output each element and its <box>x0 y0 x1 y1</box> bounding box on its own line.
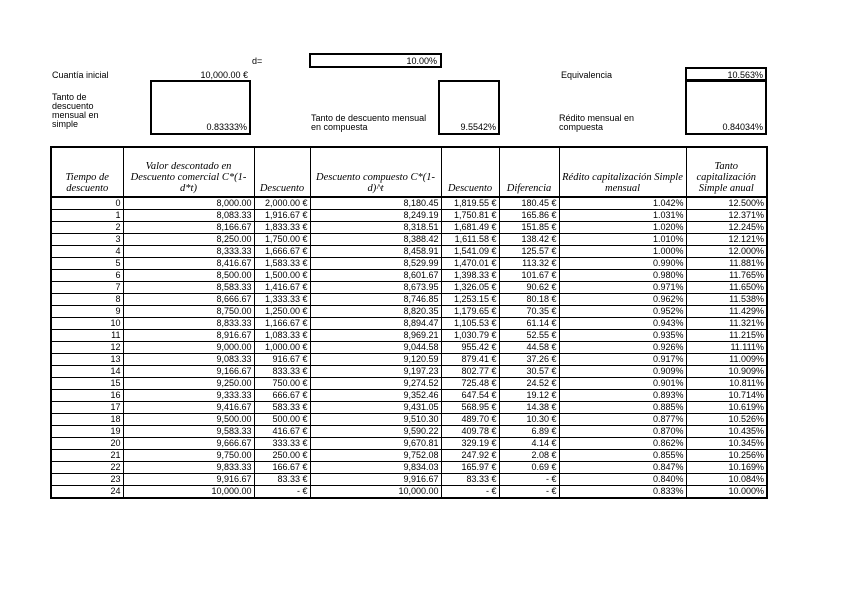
cell-diferencia[interactable]: 138.42 € <box>499 234 559 246</box>
table-row <box>51 210 767 222</box>
cell-valor-comercial[interactable]: 8,750.00 <box>123 306 254 318</box>
cell-valor-compuesto[interactable]: 8,894.47 <box>310 318 441 330</box>
cell-valor-compuesto[interactable]: 9,431.05 <box>310 402 441 414</box>
cell-valor-compuesto[interactable]: 8,529.99 <box>310 258 441 270</box>
cell-descuento-compuesto[interactable]: 1,179.65 € <box>441 306 499 318</box>
header-tanto-anual: Tanto capitalización Simple anual <box>686 147 767 197</box>
cell-descuento-comercial[interactable]: 833.33 € <box>254 366 310 378</box>
cell-valor-comercial[interactable]: 8,583.33 <box>123 282 254 294</box>
cell-tiempo[interactable]: 18 <box>51 414 123 426</box>
cell-valor-comercial[interactable]: 8,666.67 <box>123 294 254 306</box>
cell-descuento-comercial[interactable]: 750.00 € <box>254 378 310 390</box>
cell-diferencia[interactable]: 44.58 € <box>499 342 559 354</box>
d-label: d= <box>252 56 263 66</box>
cell-tiempo[interactable]: 6 <box>51 270 123 282</box>
header-descuento-compuesto: Descuento compuesto C*(1-d)^t <box>310 147 441 197</box>
header-valor-comercial: Valor descontado en Descuento comercial C*(1-d*t) <box>123 147 254 197</box>
table-header-row <box>51 147 767 197</box>
cell-tanto-anual[interactable]: 10.084% <box>686 474 767 486</box>
cell-descuento-compuesto[interactable]: 725.48 € <box>441 378 499 390</box>
cell-descuento-compuesto[interactable]: 165.97 € <box>441 462 499 474</box>
cell-valor-compuesto[interactable]: 9,834.03 <box>310 462 441 474</box>
header-redito-mensual: Rédito capitalización Simple mensual <box>559 147 686 197</box>
table-row <box>51 270 767 282</box>
cell-valor-comercial[interactable]: 8,416.67 <box>123 258 254 270</box>
cell-redito-mensual[interactable]: 0.909% <box>559 366 686 378</box>
cell-tiempo[interactable]: 24 <box>51 486 123 499</box>
table-row <box>51 258 767 270</box>
cell-tanto-anual[interactable]: 10.619% <box>686 402 767 414</box>
redito-value: 0.84034% <box>722 122 763 132</box>
table-row <box>51 474 767 486</box>
cell-descuento-comercial[interactable]: 1,083.33 € <box>254 330 310 342</box>
cell-diferencia[interactable]: 90.62 € <box>499 282 559 294</box>
cell-tiempo[interactable]: 2 <box>51 222 123 234</box>
equivalencia-label: Equivalencia <box>561 70 613 80</box>
cell-descuento-comercial[interactable]: 1,333.33 € <box>254 294 310 306</box>
cell-tanto-anual[interactable]: 12.121% <box>686 234 767 246</box>
cell-valor-compuesto[interactable]: 9,510.30 <box>310 414 441 426</box>
table-row <box>51 306 767 318</box>
cell-valor-compuesto[interactable]: 9,916.67 <box>310 474 441 486</box>
cell-valor-comercial[interactable]: 9,916.67 <box>123 474 254 486</box>
cell-descuento-compuesto[interactable]: 1,681.49 € <box>441 222 499 234</box>
cell-tiempo[interactable]: 22 <box>51 462 123 474</box>
cell-descuento-comercial[interactable]: 500.00 € <box>254 414 310 426</box>
table-row <box>51 378 767 390</box>
cell-descuento-comercial[interactable]: 83.33 € <box>254 474 310 486</box>
cell-tiempo[interactable]: 4 <box>51 246 123 258</box>
cell-valor-compuesto[interactable]: 8,820.35 <box>310 306 441 318</box>
cell-tanto-anual[interactable]: 12.245% <box>686 222 767 234</box>
equivalencia-value: 10.563% <box>727 70 763 80</box>
cell-descuento-comercial[interactable]: 666.67 € <box>254 390 310 402</box>
cell-redito-mensual[interactable]: 1.031% <box>559 210 686 222</box>
cell-redito-mensual[interactable]: 1.020% <box>559 222 686 234</box>
cell-diferencia[interactable]: 101.67 € <box>499 270 559 282</box>
cell-diferencia[interactable]: 61.14 € <box>499 318 559 330</box>
cell-descuento-comercial[interactable]: 333.33 € <box>254 438 310 450</box>
header-descuento: Descuento <box>441 147 499 197</box>
cell-tanto-anual[interactable]: 11.215% <box>686 330 767 342</box>
cell-tiempo[interactable]: 10 <box>51 318 123 330</box>
cell-descuento-compuesto[interactable]: 955.42 € <box>441 342 499 354</box>
cell-redito-mensual[interactable]: 0.870% <box>559 426 686 438</box>
cell-tanto-anual[interactable]: 10.435% <box>686 426 767 438</box>
cell-valor-compuesto[interactable]: 8,180.45 <box>310 197 441 210</box>
table-row <box>51 426 767 438</box>
cell-valor-comercial[interactable]: 9,666.67 <box>123 438 254 450</box>
cell-tiempo[interactable]: 16 <box>51 390 123 402</box>
table-row <box>51 318 767 330</box>
compuesta-value: 9.5542% <box>460 122 496 132</box>
table-row <box>51 486 767 499</box>
cell-descuento-compuesto[interactable]: 1,470.01 € <box>441 258 499 270</box>
simple-value: 0.83333% <box>206 122 247 132</box>
cell-valor-comercial[interactable]: 9,000.00 <box>123 342 254 354</box>
cell-tanto-anual[interactable]: 12.000% <box>686 246 767 258</box>
cell-diferencia[interactable]: 10.30 € <box>499 414 559 426</box>
cell-descuento-compuesto[interactable]: 489.70 € <box>441 414 499 426</box>
cell-redito-mensual[interactable]: 0.877% <box>559 414 686 426</box>
cell-valor-comercial[interactable]: 8,916.67 <box>123 330 254 342</box>
cell-valor-comercial[interactable]: 9,500.00 <box>123 414 254 426</box>
cell-valor-compuesto[interactable]: 8,249.19 <box>310 210 441 222</box>
cell-tanto-anual[interactable]: 10.811% <box>686 378 767 390</box>
cell-valor-comercial[interactable]: 8,500.00 <box>123 270 254 282</box>
cell-descuento-comercial[interactable]: 250.00 € <box>254 450 310 462</box>
cell-diferencia[interactable]: 80.18 € <box>499 294 559 306</box>
cell-diferencia[interactable]: 24.52 € <box>499 378 559 390</box>
cell-descuento-compuesto[interactable]: 568.95 € <box>441 402 499 414</box>
compuesta-label: Tanto de descuento mensual en compuesta <box>311 113 427 132</box>
simple-label: Tanto de descuento mensual en simple <box>52 92 99 129</box>
cell-redito-mensual[interactable]: 1.042% <box>559 197 686 210</box>
cell-descuento-compuesto[interactable]: 1,398.33 € <box>441 270 499 282</box>
cell-diferencia[interactable]: 113.32 € <box>499 258 559 270</box>
cell-valor-compuesto[interactable]: 9,670.81 <box>310 438 441 450</box>
cell-tanto-anual[interactable]: 11.765% <box>686 270 767 282</box>
simple-cell[interactable] <box>150 80 251 135</box>
cell-redito-mensual[interactable]: 0.971% <box>559 282 686 294</box>
cell-valor-comercial[interactable]: 9,083.33 <box>123 354 254 366</box>
cell-redito-mensual[interactable]: 0.847% <box>559 462 686 474</box>
cell-redito-mensual[interactable]: 0.901% <box>559 378 686 390</box>
cell-diferencia[interactable]: 180.45 € <box>499 197 559 210</box>
table-row <box>51 354 767 366</box>
cell-diferencia[interactable]: 125.57 € <box>499 246 559 258</box>
cell-valor-compuesto[interactable]: 8,318.51 <box>310 222 441 234</box>
cell-diferencia[interactable]: - € <box>499 474 559 486</box>
cell-diferencia[interactable]: 6.89 € <box>499 426 559 438</box>
cell-diferencia[interactable]: 52.55 € <box>499 330 559 342</box>
table-row <box>51 366 767 378</box>
cell-descuento-compuesto[interactable]: 879.41 € <box>441 354 499 366</box>
cell-redito-mensual[interactable]: 0.926% <box>559 342 686 354</box>
cell-valor-compuesto[interactable]: 8,458.91 <box>310 246 441 258</box>
cell-descuento-compuesto[interactable]: 329.19 € <box>441 438 499 450</box>
cell-tanto-anual[interactable]: 10.345% <box>686 438 767 450</box>
cell-tiempo[interactable]: 1 <box>51 210 123 222</box>
cell-descuento-comercial[interactable]: 1,000.00 € <box>254 342 310 354</box>
cell-valor-compuesto[interactable]: 9,120.59 <box>310 354 441 366</box>
cell-descuento-compuesto[interactable]: 1,611.58 € <box>441 234 499 246</box>
table-row <box>51 342 767 354</box>
cell-descuento-compuesto[interactable]: 409.78 € <box>441 426 499 438</box>
cell-diferencia[interactable]: 70.35 € <box>499 306 559 318</box>
cell-tiempo[interactable]: 0 <box>51 197 123 210</box>
cell-redito-mensual[interactable]: 0.990% <box>559 258 686 270</box>
cell-descuento-comercial[interactable]: 1,833.33 € <box>254 222 310 234</box>
cell-diferencia[interactable]: 19.12 € <box>499 390 559 402</box>
table-row <box>51 450 767 462</box>
cell-tiempo[interactable]: 19 <box>51 426 123 438</box>
cell-valor-compuesto[interactable]: 9,044.58 <box>310 342 441 354</box>
cell-tanto-anual[interactable]: 11.538% <box>686 294 767 306</box>
table-row <box>51 462 767 474</box>
compuesta-cell[interactable] <box>438 80 500 135</box>
cell-tanto-anual[interactable]: 10.526% <box>686 414 767 426</box>
cell-redito-mensual[interactable]: 0.855% <box>559 450 686 462</box>
cell-valor-comercial[interactable]: 9,250.00 <box>123 378 254 390</box>
cell-valor-compuesto[interactable]: 9,590.22 <box>310 426 441 438</box>
cell-redito-mensual[interactable]: 0.862% <box>559 438 686 450</box>
cell-redito-mensual[interactable]: 0.840% <box>559 474 686 486</box>
cell-valor-comercial[interactable]: 10,000.00 <box>123 486 254 499</box>
cell-tanto-anual[interactable]: 11.429% <box>686 306 767 318</box>
discount-table <box>50 146 768 499</box>
table-row <box>51 234 767 246</box>
cell-tiempo[interactable]: 9 <box>51 306 123 318</box>
cell-descuento-comercial[interactable]: 1,166.67 € <box>254 318 310 330</box>
cell-tiempo[interactable]: 20 <box>51 438 123 450</box>
table-row <box>51 414 767 426</box>
table-row <box>51 294 767 306</box>
cell-redito-mensual[interactable]: 0.980% <box>559 270 686 282</box>
cell-tanto-anual[interactable]: 12.500% <box>686 197 767 210</box>
cell-tanto-anual[interactable]: 10.000% <box>686 486 767 499</box>
cell-descuento-compuesto[interactable]: 83.33 € <box>441 474 499 486</box>
table-row <box>51 197 767 210</box>
cell-redito-mensual[interactable]: 0.917% <box>559 354 686 366</box>
capital-label: Cuantía inicial <box>52 70 109 80</box>
cell-valor-comercial[interactable]: 9,166.67 <box>123 366 254 378</box>
cell-valor-compuesto[interactable]: 10,000.00 <box>310 486 441 499</box>
cell-tiempo[interactable]: 3 <box>51 234 123 246</box>
cell-redito-mensual[interactable]: 0.885% <box>559 402 686 414</box>
cell-valor-compuesto[interactable]: 9,752.08 <box>310 450 441 462</box>
cell-tiempo[interactable]: 17 <box>51 402 123 414</box>
cell-tiempo[interactable]: 14 <box>51 366 123 378</box>
cell-diferencia[interactable]: 165.86 € <box>499 210 559 222</box>
cell-redito-mensual[interactable]: 0.893% <box>559 390 686 402</box>
cell-descuento-comercial[interactable]: 416.67 € <box>254 426 310 438</box>
cell-descuento-compuesto[interactable]: 1,326.05 € <box>441 282 499 294</box>
cell-tiempo[interactable]: 7 <box>51 282 123 294</box>
header-tiempo: Tiempo de descuento <box>51 147 123 197</box>
cell-tiempo[interactable]: 12 <box>51 342 123 354</box>
cell-valor-comercial[interactable]: 8,000.00 <box>123 197 254 210</box>
cell-diferencia[interactable]: 151.85 € <box>499 222 559 234</box>
cell-descuento-compuesto[interactable]: 1,819.55 € <box>441 197 499 210</box>
cell-descuento-comercial[interactable]: 1,500.00 € <box>254 270 310 282</box>
cell-descuento-comercial[interactable]: - € <box>254 486 310 499</box>
cell-valor-comercial[interactable]: 8,166.67 <box>123 222 254 234</box>
cell-diferencia[interactable]: 14.38 € <box>499 402 559 414</box>
cell-diferencia[interactable]: 4.14 € <box>499 438 559 450</box>
cell-valor-compuesto[interactable]: 8,969.21 <box>310 330 441 342</box>
cell-valor-comercial[interactable]: 8,083.33 <box>123 210 254 222</box>
cell-redito-mensual[interactable]: 0.943% <box>559 318 686 330</box>
cell-diferencia[interactable]: 37.26 € <box>499 354 559 366</box>
cell-tanto-anual[interactable]: 11.009% <box>686 354 767 366</box>
cell-valor-compuesto[interactable]: 8,673.95 <box>310 282 441 294</box>
cell-descuento-comercial[interactable]: 1,583.33 € <box>254 258 310 270</box>
cell-valor-comercial[interactable]: 9,833.33 <box>123 462 254 474</box>
cell-descuento-comercial[interactable]: 1,916.67 € <box>254 210 310 222</box>
cell-tiempo[interactable]: 5 <box>51 258 123 270</box>
cell-tanto-anual[interactable]: 10.714% <box>686 390 767 402</box>
redito-cell[interactable] <box>685 80 767 135</box>
cell-valor-compuesto[interactable]: 8,388.42 <box>310 234 441 246</box>
cell-descuento-comercial[interactable]: 1,416.67 € <box>254 282 310 294</box>
table-row <box>51 246 767 258</box>
d-value-cell[interactable] <box>309 53 442 68</box>
cell-valor-comercial[interactable]: 9,583.33 <box>123 426 254 438</box>
cell-descuento-comercial[interactable]: 916.67 € <box>254 354 310 366</box>
cell-tiempo[interactable]: 13 <box>51 354 123 366</box>
equivalencia-cell[interactable] <box>685 67 767 81</box>
cell-redito-mensual[interactable]: 0.952% <box>559 306 686 318</box>
cell-valor-compuesto[interactable]: 8,746.85 <box>310 294 441 306</box>
cell-diferencia[interactable]: 0.69 € <box>499 462 559 474</box>
cell-descuento-compuesto[interactable]: 1,541.09 € <box>441 246 499 258</box>
cell-valor-compuesto[interactable]: 9,352.46 <box>310 390 441 402</box>
table-row <box>51 390 767 402</box>
cell-valor-comercial[interactable]: 8,833.33 <box>123 318 254 330</box>
header-diferencia: Diferencia <box>499 147 559 197</box>
cell-tanto-anual[interactable]: 11.111% <box>686 342 767 354</box>
cell-descuento-comercial[interactable]: 1,250.00 € <box>254 306 310 318</box>
table-row <box>51 438 767 450</box>
table-row <box>51 222 767 234</box>
cell-diferencia[interactable]: 2.08 € <box>499 450 559 462</box>
cell-descuento-comercial[interactable]: 166.67 € <box>254 462 310 474</box>
cell-tanto-anual[interactable]: 11.321% <box>686 318 767 330</box>
cell-valor-comercial[interactable]: 9,750.00 <box>123 450 254 462</box>
cell-valor-comercial[interactable]: 9,416.67 <box>123 402 254 414</box>
cell-tiempo[interactable]: 8 <box>51 294 123 306</box>
cell-tanto-anual[interactable]: 12.371% <box>686 210 767 222</box>
cell-descuento-compuesto[interactable]: 647.54 € <box>441 390 499 402</box>
cell-tanto-anual[interactable]: 10.909% <box>686 366 767 378</box>
cell-redito-mensual[interactable]: 0.833% <box>559 486 686 499</box>
cell-redito-mensual[interactable]: 0.962% <box>559 294 686 306</box>
cell-diferencia[interactable]: 30.57 € <box>499 366 559 378</box>
cell-descuento-comercial[interactable]: 1,750.00 € <box>254 234 310 246</box>
cell-descuento-compuesto[interactable]: 247.92 € <box>441 450 499 462</box>
cell-valor-compuesto[interactable]: 9,197.23 <box>310 366 441 378</box>
cell-descuento-compuesto[interactable]: 802.77 € <box>441 366 499 378</box>
cell-redito-mensual[interactable]: 1.010% <box>559 234 686 246</box>
cell-descuento-compuesto[interactable]: 1,750.81 € <box>441 210 499 222</box>
cell-diferencia[interactable]: - € <box>499 486 559 499</box>
table-row <box>51 402 767 414</box>
cell-descuento-comercial[interactable]: 1,666.67 € <box>254 246 310 258</box>
redito-label: Rédito mensual en compuesta <box>559 113 635 132</box>
cell-tanto-anual[interactable]: 10.169% <box>686 462 767 474</box>
cell-descuento-comercial[interactable]: 583.33 € <box>254 402 310 414</box>
d-value: 10.00% <box>406 56 437 66</box>
cell-tanto-anual[interactable]: 11.881% <box>686 258 767 270</box>
cell-descuento-compuesto[interactable]: - € <box>441 486 499 499</box>
cell-valor-compuesto[interactable]: 8,601.67 <box>310 270 441 282</box>
table-row <box>51 282 767 294</box>
cell-redito-mensual[interactable]: 1.000% <box>559 246 686 258</box>
cell-valor-compuesto[interactable]: 9,274.52 <box>310 378 441 390</box>
cell-tanto-anual[interactable]: 11.650% <box>686 282 767 294</box>
cell-descuento-compuesto[interactable]: 1,030.79 € <box>441 330 499 342</box>
cell-descuento-compuesto[interactable]: 1,253.15 € <box>441 294 499 306</box>
cell-descuento-comercial[interactable]: 2,000.00 € <box>254 197 310 210</box>
cell-tiempo[interactable]: 11 <box>51 330 123 342</box>
cell-tiempo[interactable]: 21 <box>51 450 123 462</box>
table-row <box>51 330 767 342</box>
cell-descuento-compuesto[interactable]: 1,105.53 € <box>441 318 499 330</box>
cell-tiempo[interactable]: 23 <box>51 474 123 486</box>
cell-tanto-anual[interactable]: 10.256% <box>686 450 767 462</box>
header-descuento-comercial: Descuento <box>254 147 310 197</box>
cell-valor-comercial[interactable]: 8,333.33 <box>123 246 254 258</box>
cell-valor-comercial[interactable]: 9,333.33 <box>123 390 254 402</box>
cell-redito-mensual[interactable]: 0.935% <box>559 330 686 342</box>
cell-valor-comercial[interactable]: 8,250.00 <box>123 234 254 246</box>
capital-value: 10,000.00 € <box>200 70 248 80</box>
cell-tiempo[interactable]: 15 <box>51 378 123 390</box>
